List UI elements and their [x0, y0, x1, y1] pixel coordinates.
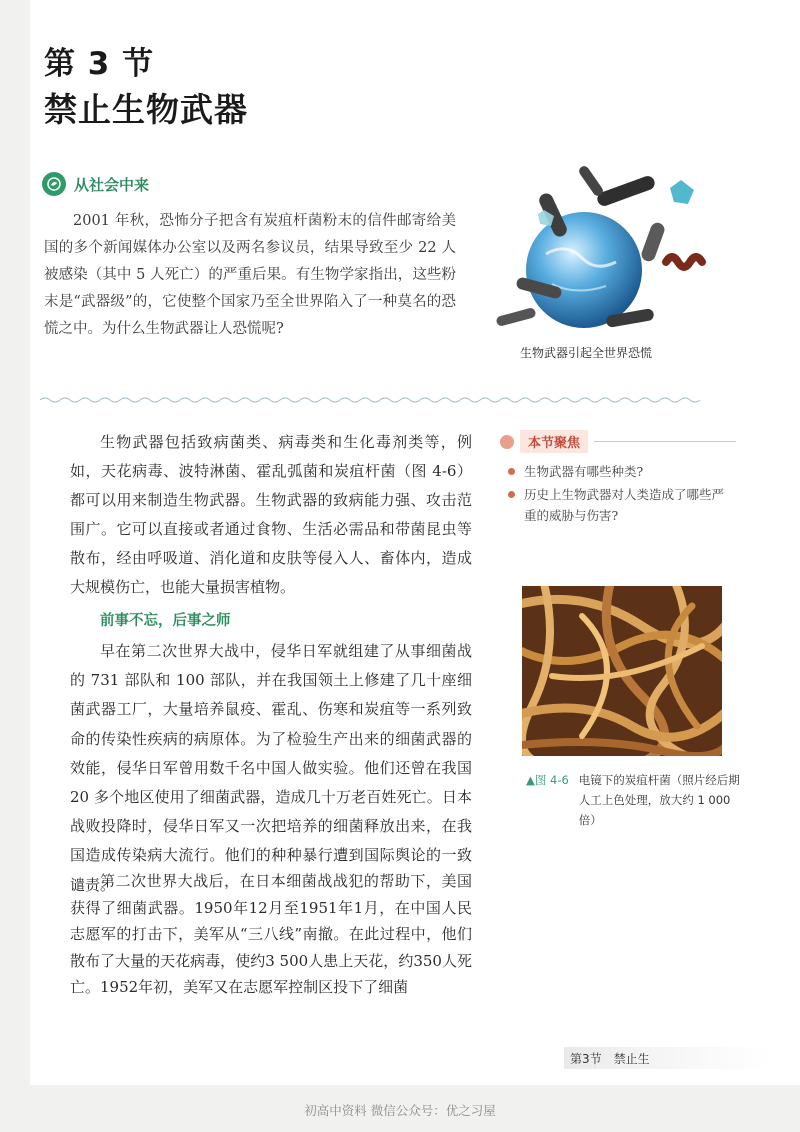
- footer-section: 第3节: [570, 1051, 602, 1066]
- section-divider: [40, 390, 730, 400]
- figure-label: ▲图 4-6: [526, 773, 569, 787]
- anthrax-micrograph: [522, 586, 722, 756]
- figure-caption: [526, 770, 741, 830]
- watermark-text: 初高中资料 微信公众号：优之习屋: [304, 1103, 496, 1118]
- focus-item: 生物武器有哪些种类?: [500, 461, 736, 482]
- figure-caption-text: 电镜下的炭疽杆菌（照片经后期人工上色处理，放大约 1 000 倍）: [578, 773, 740, 827]
- focus-header: [500, 430, 736, 453]
- paragraph-weapons-types: 生物武器包括致病菌类、病毒类和生化毒剂类等，例如，天花病毒、波特淋菌、霍乱弧菌和炭疽杆菌（图 4-6）都可以用来制造生物武器。生物武器的致病能力强、攻击范围广。它可以直接或者通过食物、生活必需品和带菌昆虫等散布，经由呼吸道、消化道和皮肤等侵入人、畜体内，造成大规模伤亡，也能大量损害植物。: [70, 433, 472, 596]
- focus-list: [500, 461, 736, 526]
- running-footer: [564, 1047, 770, 1069]
- globe-illustration: [456, 162, 718, 340]
- focus-item: 历史上生物武器对人类造成了哪些严重的威胁与伤害?: [500, 484, 736, 526]
- intro-label: 从社会中来: [74, 175, 150, 194]
- hero-caption: 生物武器引起全世界恐慌: [520, 346, 653, 360]
- bullet-dot-icon: [500, 435, 514, 449]
- focus-title: 本节聚焦: [520, 430, 588, 453]
- intro-header: [42, 172, 149, 196]
- leaf-icon: [42, 172, 66, 196]
- paragraph-wwii-history: 早在第二次世界大战中，侵华日军就组建了从事细菌战的 731 部队和 100 部队，并在我国领土上修建了几十座细菌武器工厂，大量培养鼠疫、霍乱、伤寒和炭疽等一系列致命的传染性疾病的病原体。为了检验生产出来的细菌武器的效能，侵华日军曾用数千名中国人做实验。他们还曾在我国 20 多个地区使用了细菌武器，造成几十万老百姓死亡。日本战败投降时，侵华日军又一次把培养的细菌释放出来，在我国造成传染病大流行。他们的种种暴行遭到国际舆论的一致谴责。: [70, 642, 472, 894]
- page-title: 禁止生物武器: [44, 90, 248, 129]
- section-focus-box: [500, 430, 736, 528]
- subsection-heading: 前事不忘，后事之师: [100, 613, 231, 629]
- footer-title: 禁止生: [613, 1051, 650, 1066]
- section-number: 第 3 节: [44, 46, 155, 82]
- focus-rule: [594, 441, 736, 442]
- intro-paragraph: 2001 年秋，恐怖分子把含有炭疽杆菌粉末的信件邮寄给美国的多个新闻媒体办公室以及两名参议员，结果导致至少 22 人被感染（其中 5 人死亡）的严重后果。有生物学家指出，这些粉末是“武器级”的，它使整个国家乃至全世界陷入了一种莫名的恐慌之中。为什么生物武器让人恐慌呢?: [44, 213, 456, 337]
- paragraph-postwar-history: 第二次世界大战后，在日本细菌战战犯的帮助下，美国获得了细菌武器。1950年12月至1951年1月，在中国人民志愿军的打击下，美军从“三八线”南撤。在此过程中，他们散布了大量的天花病毒，使约3 500人患上天花，约350人死亡。1952年初，美军又在志愿军控制区投下了细菌: [70, 872, 472, 996]
